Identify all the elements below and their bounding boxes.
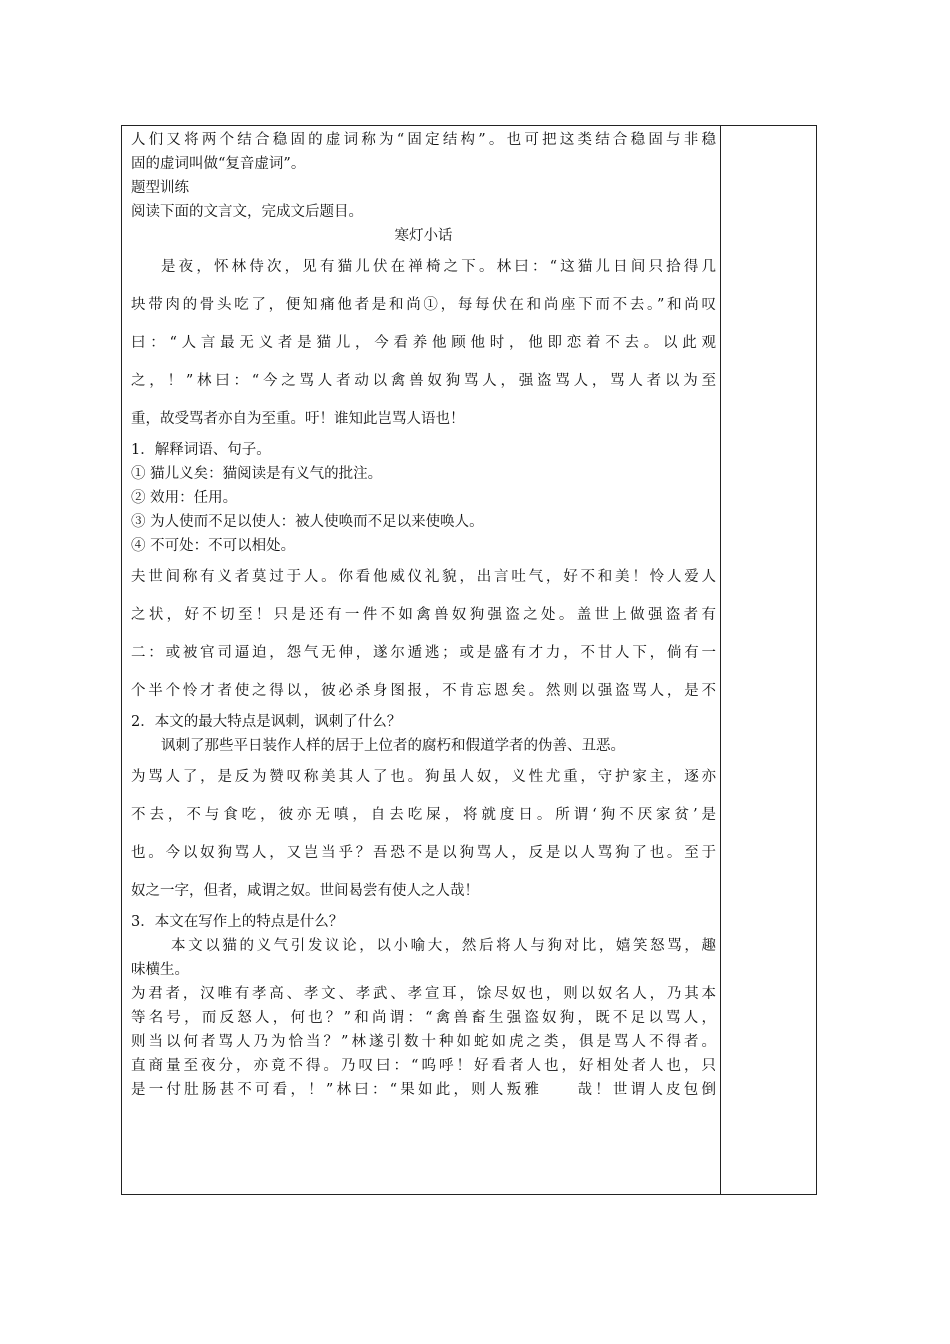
notes-column [722,126,816,1194]
passage-line: 也。今以奴狗骂人，又岂当乎？吾恐不是以狗骂人，反是以人骂狗了也。至于 [131,845,716,861]
passage-line: 为骂人了，是反为赞叹称美其人了也。狗虽人奴，义性尤重，守护家主，逐亦 [131,769,716,785]
document-table [121,125,817,1195]
section-heading: 题型训练 [131,180,189,196]
passage-line: 为君者，汉唯有孝高、孝文、孝武、孝宣耳，馀尽奴也，则以奴名人，乃其本 [131,986,716,1002]
answer-line: 味横生。 [131,962,189,978]
story-title: 寒灯小话 [394,228,453,244]
answer-line: 本文以猫的义气引发议论，以小喻大，然后将人与狗对比，嬉笑怒骂，趣 [171,938,716,954]
intro-line: 人们又将两个结合稳固的虚词称为“固定结构”。也可把这类结合稳固与非稳 [131,132,716,148]
answer-line: ③ 为人使而不足以使人：被人使唤而不足以来使唤人。 [131,514,484,530]
passage-line: 奴之一字，但者，咸谓之奴。世间曷尝有使人之人哉！ [131,883,479,899]
passage-line: 是夜，怀林侍次，见有猫儿伏在禅椅之下。林曰：“这猫儿日间只拾得几 [161,259,716,275]
passage-line: 重，故受骂者亦自为至重。吁！谁知此岂骂人语也！ [131,411,465,427]
intro-line: 固的虚词叫做“复音虚词”。 [131,156,306,172]
passage-line: 不去，不与食吃，彼亦无嗔，自去吃屎，将就度日。所谓‘狗不厌家贫’是 [131,807,716,823]
passage-line: 二：或被官司逼迫，怨气无伸，遂尔遁逃；或是盛有才力，不甘人下，倘有一 [131,645,716,661]
passage-line: 个半个怜才者使之得以，彼必杀身图报，不肯忘恩矣。然则以强盗骂人，是不 [131,683,716,699]
passage-block [131,558,716,710]
question-prompt: 1．解释词语、句子。 [131,442,271,458]
passage-line: 曰：“人言最无义者是猫儿，今看养他顾他时，他即恋着不去。以此观 [131,335,716,351]
passage-block [131,982,716,1102]
passage-line: 是一付肚肠甚不可看，！”林曰：“果如此，则人叛雅 哉！世谓人皮包倒 [131,1082,716,1098]
column-divider [720,126,721,1194]
passage-block [131,248,716,438]
answer-line: 讽刺了那些平日装作人样的居于上位者的腐朽和假道学者的伪善、丑恶。 [161,738,625,754]
answer-line: ④ 不可处：不可以相处。 [131,538,296,554]
passage-line: 块带肉的骨头吃了，便知痛他者是和尚①，每每伏在和尚座下而不去。”和尚叹 [131,297,716,313]
passage-line: 直商量至夜分，亦竟不得。乃叹曰：“呜呼！好看者人也，好相处者人也，只 [131,1058,716,1074]
answer-line: ① 猫儿义矣：猫阅读是有义气的批注。 [131,466,383,482]
passage-block [131,758,716,910]
question-1 [131,438,716,558]
question-2 [131,710,716,758]
question-prompt: 3．本文在写作上的特点是什么？ [131,914,344,930]
passage-line: 等名号，而反怒人，何也？”和尚谓：“禽兽畜生强盗奴狗，既不足以骂人， [131,1010,716,1026]
answer-line: ② 效用：任用。 [131,490,238,506]
passage-line: 夫世间称有义者莫过于人。你看他威仪礼貌，出言吐气，好不和美！怜人爱人 [131,569,716,585]
passage-line: 之状，好不切至！只是还有一件不如禽兽奴狗强盗之处。盖世上做强盗者有 [131,607,716,623]
question-prompt: 2．本文的最大特点是讽刺，讽刺了什么？ [131,714,402,730]
passage-line: 则当以何者骂人乃为恰当？”林遂引数十种如蛇如虎之类，俱是骂人不得者。 [131,1034,716,1050]
question-3 [131,910,716,982]
passage-line: 之，！”林曰：“今之骂人者动以禽兽奴狗骂人，强盗骂人，骂人者以为至 [131,373,716,389]
main-content-cell [131,128,716,1102]
reading-instruction: 阅读下面的文言文，完成文后题目。 [131,204,363,220]
